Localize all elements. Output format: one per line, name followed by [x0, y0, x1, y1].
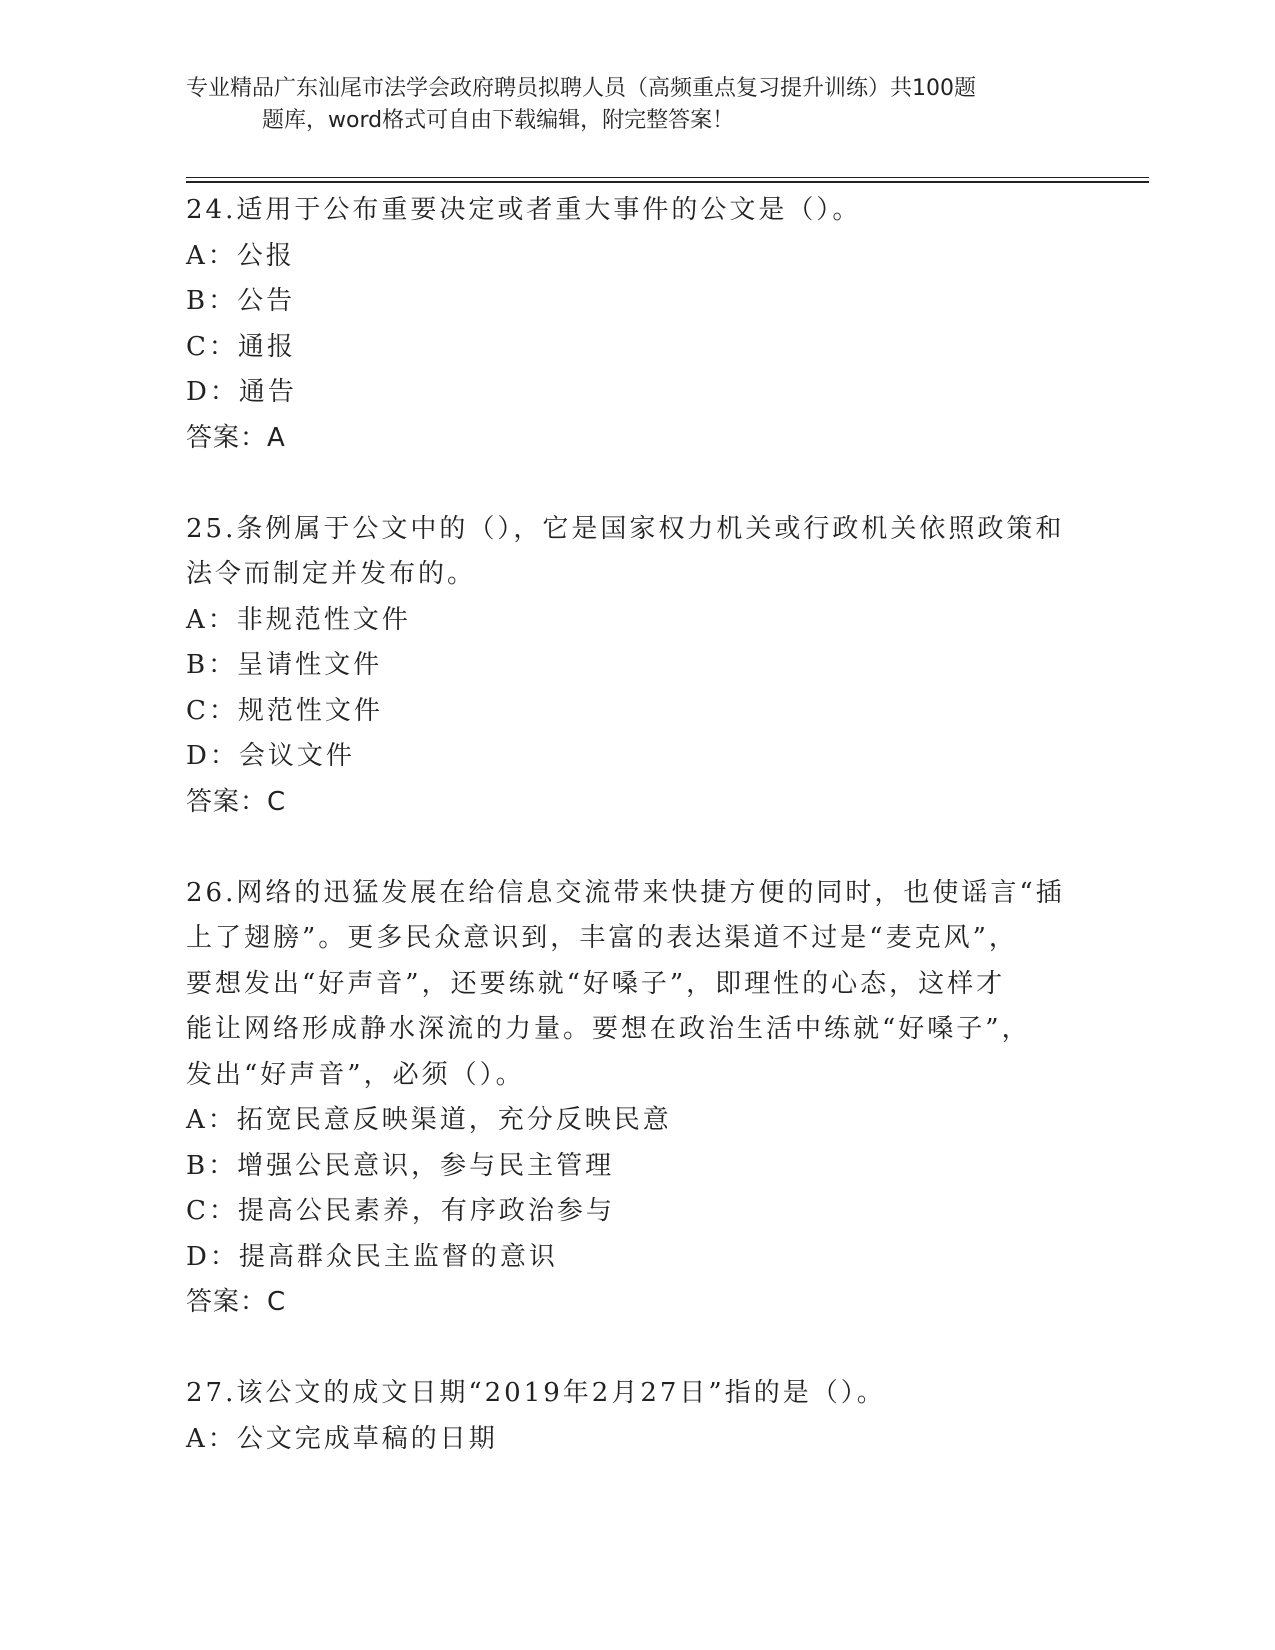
question-text: 25.条例属于公文中的（），它是国家权力机关或行政机关依照政策和	[186, 513, 1065, 544]
question-25	[186, 507, 1086, 826]
option-a: A：公报	[186, 240, 295, 271]
option-d: D：提高群众民主监督的意识	[186, 1241, 558, 1272]
question-text: 能让网络形成静水深流的力量。要想在政治生活中练就“好嗓子”，	[186, 1014, 1031, 1044]
option-c: C：通报	[186, 331, 296, 362]
question-text: 发出“好声音”，必须（）。	[186, 1059, 525, 1090]
question-27	[186, 1371, 1086, 1462]
question-text: 26.网络的迅猛发展在给信息交流带来快捷方便的同时，也使谣言“插	[186, 877, 1065, 908]
question-text: 24.适用于公布重要决定或者重大事件的公文是（）。	[186, 195, 862, 225]
question-26	[186, 871, 1086, 1326]
question-text: 法令而制定并发布的。	[186, 559, 477, 589]
question-text: 27.该公文的成文日期“2019年2月27日”指的是（）。	[186, 1378, 886, 1408]
answer: 答案：C	[186, 786, 287, 817]
option-b: B：公告	[186, 286, 296, 316]
option-d: D：通告	[186, 377, 297, 407]
option-d: D：会议文件	[186, 741, 355, 771]
answer: 答案：A	[186, 422, 286, 453]
question-text: 上了翅膀”。更多民众意识到，丰富的表达渠道不过是“麦克风”，	[186, 923, 1018, 953]
option-a: A：拓宽民意反映渠道，充分反映民意	[186, 1105, 672, 1135]
option-b: B：呈请性文件	[186, 650, 383, 680]
header-title-line1: 专业精品广东汕尾市法学会政府聘员拟聘人员（高频重点复习提升训练）共100题	[186, 76, 976, 101]
option-c: C：提高公民素养，有序政治参与	[186, 1196, 615, 1226]
header-divider-thick	[186, 181, 1149, 183]
option-a: A：非规范性文件	[186, 604, 411, 635]
option-b: B：增强公民意识，参与民主管理	[186, 1150, 615, 1181]
question-text: 要想发出“好声音”，还要练就“好嗓子”，即理性的心态，这样才	[186, 968, 1006, 999]
question-list	[186, 188, 1086, 1508]
header-title-line2: 题库，word格式可自由下载编辑，附完整答案！	[262, 108, 735, 133]
header-divider-thin	[186, 177, 1149, 178]
question-24	[186, 188, 1086, 461]
page-header	[186, 73, 1086, 137]
answer: 答案：C	[186, 1287, 287, 1317]
option-a: A：公文完成草稿的日期	[186, 1423, 498, 1454]
option-c: C：规范性文件	[186, 695, 383, 726]
